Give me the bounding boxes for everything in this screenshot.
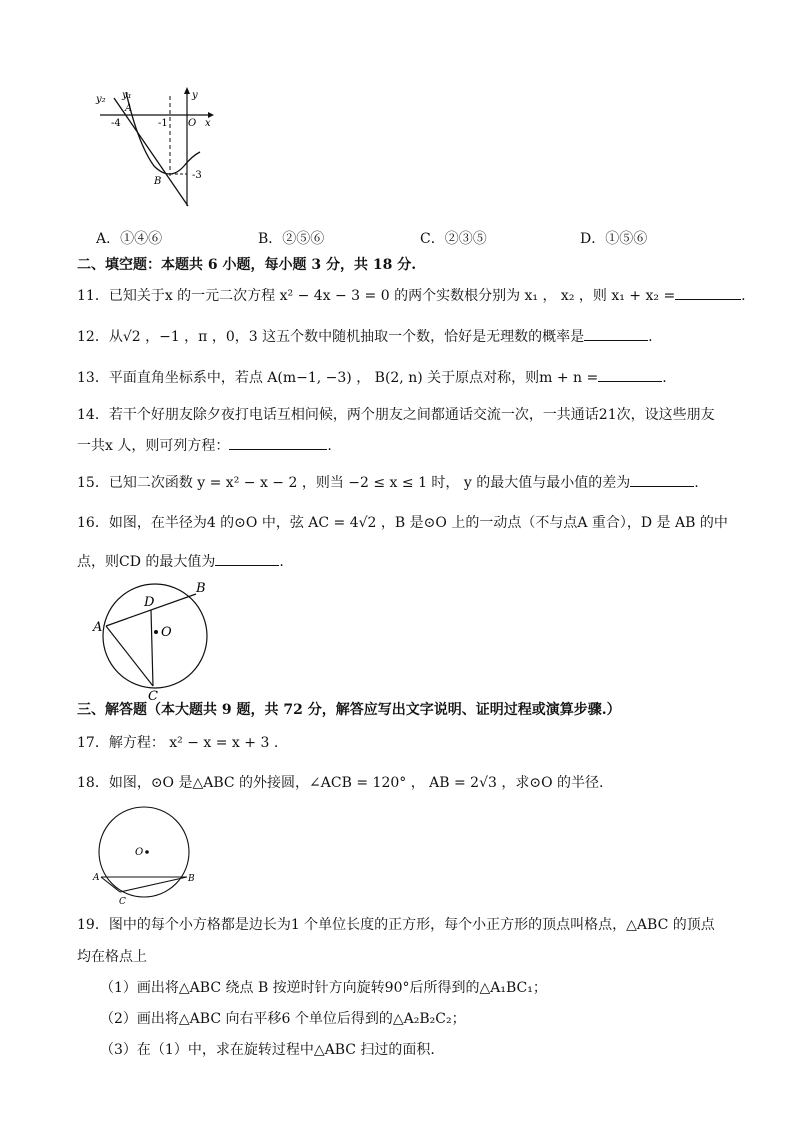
- chord-ac: [106, 626, 153, 686]
- question-16-line2: 点，则CD 的最大值为 .: [77, 551, 284, 572]
- question-14-line1: 14．若干个好朋友除夕夜打电话互相问候，两个朋友之间都通话交流一次，一共通话21次，设这些朋友: [77, 407, 715, 423]
- label-neg3: -3: [192, 170, 202, 181]
- label-A: A: [125, 103, 133, 114]
- label-neg4: -4: [111, 118, 121, 129]
- option-a: A．①④⑥: [96, 231, 163, 247]
- option-d: D．①⑤⑥: [580, 231, 648, 247]
- answer-blank[interactable]: [675, 285, 741, 300]
- function-graph-figure: [92, 84, 222, 212]
- question-14-line2: 一共x 人，则可列方程： .: [77, 435, 332, 456]
- answer-blank[interactable]: [630, 472, 694, 487]
- label-y2: y₂: [96, 94, 106, 105]
- circumcircle: [99, 807, 189, 897]
- question-16-line1: 16．如图，在半径为4 的⊙O 中，弦 AC = 4√2 ，B 是⊙O 上的一动点（不与点A 重合），D 是 AB 的中: [77, 515, 728, 531]
- label-B: B: [196, 581, 206, 596]
- label-B: B: [154, 176, 162, 187]
- option-b: B．②⑤⑥: [258, 231, 325, 247]
- answer-blank[interactable]: [215, 551, 279, 566]
- label-C: C: [148, 689, 158, 702]
- circle-o: [103, 584, 207, 688]
- center-point: [154, 630, 158, 634]
- label-neg1: -1: [158, 118, 168, 129]
- label-O: O: [135, 847, 144, 858]
- section2-title: 二、填空题：本题共 6 小题，每小题 3 分，共 18 分.: [77, 257, 417, 273]
- y-axis-arrow: [184, 87, 190, 94]
- label-x: x: [205, 118, 211, 129]
- answer-blank[interactable]: [229, 435, 327, 450]
- question-19-part1: （1）画出将△ABC 绕点 B 按逆时针方向旋转90°后所得到的△A₁BC₁；: [100, 980, 547, 996]
- question-18: 18．如图，⊙O 是△ABC 的外接圆，∠ACB = 120° ， AB = 2√3 ，求⊙O 的半径.: [77, 775, 604, 791]
- label-B: B: [188, 874, 195, 884]
- option-c: C．②③⑤: [420, 231, 487, 247]
- question-17: 17．解方程： x² − x = x + 3 .: [77, 735, 279, 751]
- side-bc: [120, 877, 187, 892]
- circle-figure-q18: [90, 806, 202, 910]
- label-A: A: [93, 620, 103, 635]
- label-O: O: [161, 625, 172, 640]
- question-13: 13．平面直角坐标系中，若点 A(m−1, −3) ， B(2, n) 关于原点对称，则m + n = .: [77, 367, 667, 388]
- answer-blank[interactable]: [584, 326, 648, 341]
- circle-figure-q16: [90, 578, 220, 702]
- side-ac: [101, 877, 120, 892]
- question-19-part3: （3）在（1）中，求在旋转过程中△ABC 扫过的面积.: [100, 1042, 435, 1058]
- parabola-y1: [126, 92, 200, 174]
- answer-blank[interactable]: [598, 367, 662, 382]
- label-O: O: [188, 118, 197, 129]
- label-y: y: [192, 90, 198, 101]
- center-point: [145, 850, 149, 854]
- segment-cd: [151, 610, 153, 686]
- question-19-part2: （2）画出将△ABC 向右平移6 个单位后得到的△A₂B₂C₂；: [100, 1011, 466, 1027]
- question-15: 15．已知二次函数 y = x² − x − 2 ，则当 −2 ≤ x ≤ 1 时， y 的最大值与最小值的差为 .: [77, 472, 699, 493]
- question-12: 12．从√2 ，−1 ，π ，0，3 这五个数中随机抽取一个数，恰好是无理数的概率是 .: [77, 326, 653, 347]
- label-A: A: [93, 873, 100, 883]
- label-y1: y₁: [122, 90, 132, 101]
- label-C: C: [119, 897, 126, 907]
- section3-title: 三、解答题（本大题共 9 题，共 72 分，解答应写出文字说明、证明过程或演算步骤.）: [77, 702, 621, 718]
- question-19-line2: 均在格点上: [77, 949, 147, 965]
- line-y2: [114, 98, 188, 206]
- question-11: 11．已知关于x 的一元二次方程 x² − 4x − 3 = 0 的两个实数根分别为 x₁ ， x₂ ，则 x₁ + x₂ = .: [77, 285, 746, 306]
- question-19-line1: 19．图中的每个小方格都是边长为1 个单位长度的正方形，每个小正方形的顶点叫格点，△ABC 的顶点: [77, 917, 715, 933]
- label-D: D: [144, 595, 155, 610]
